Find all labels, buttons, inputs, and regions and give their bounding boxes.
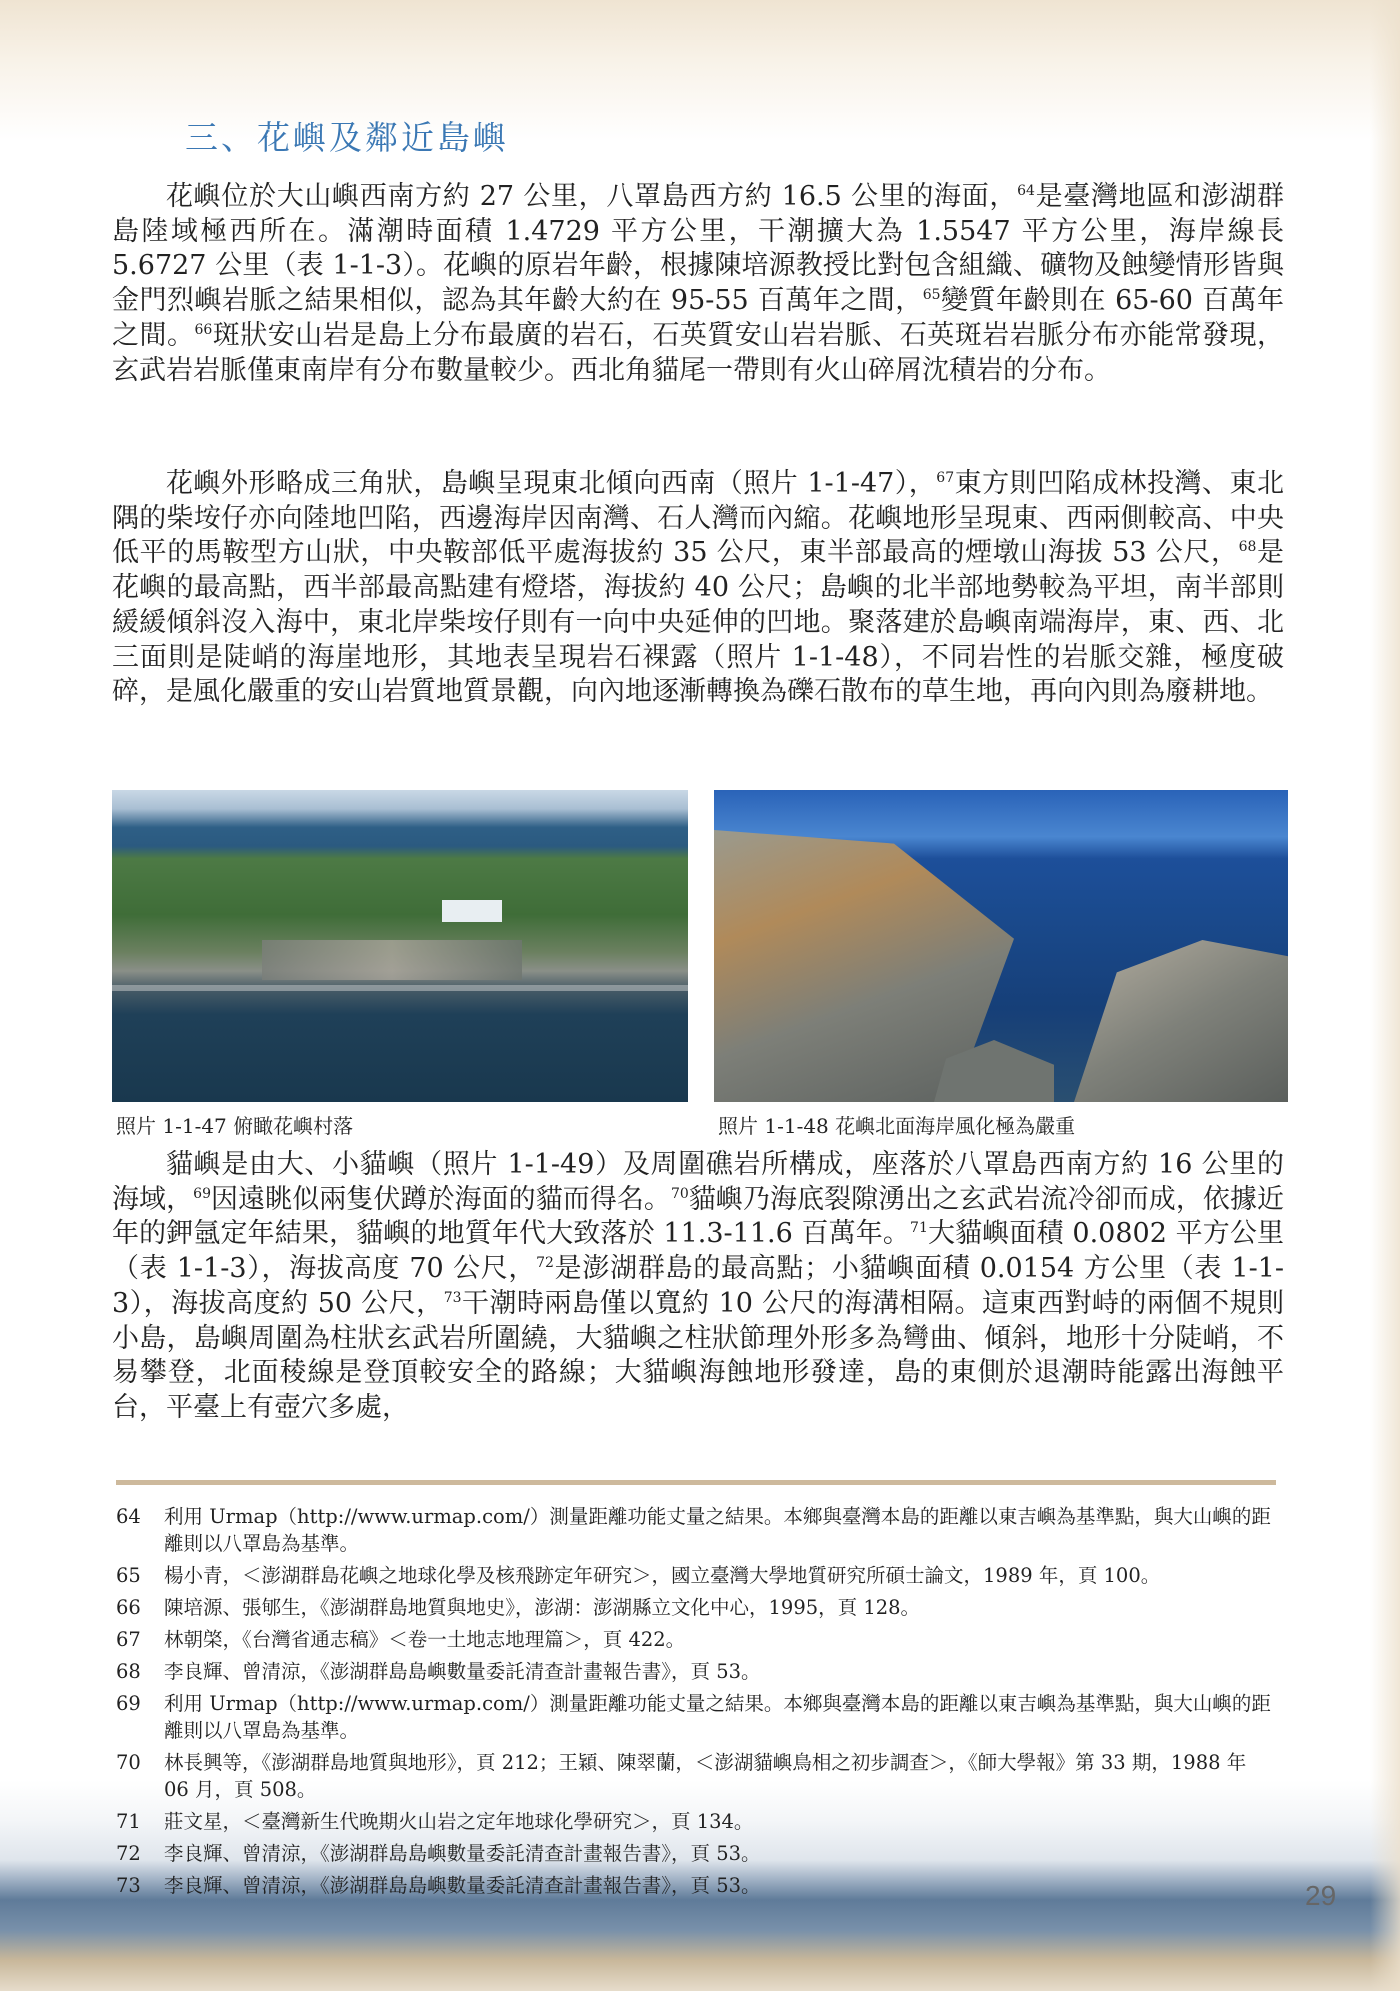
paragraph-huayu-geology (112, 180, 1284, 388)
footnote-ref: 66 (194, 321, 213, 338)
paragraph-text: 斑狀安山岩是島上分布最廣的岩石，石英質安山岩岩脈、石英斑岩岩脈分布亦能常發現，玄武岩岩脈僅東南岸有分布數量較少。西北角貓尾一帶則有火山碎屑沈積岩的分布。 (112, 319, 1285, 386)
footnote-text: 李良輝、曾清涼，《澎湖群島島嶼數量委託清查計畫報告書》，頁 53。 (164, 1842, 761, 1865)
paragraph-text: 東方則凹陷成林投灣、東北隅的柴垵仔亦向陸地凹陷，西邊海岸因南灣、石人灣而內縮。花嶼地形呈現東、西兩側較高、中央低平的馬鞍型方山狀，中央鞍部低平處海拔約 35 公尺，東半部最高的煙墩山海拔 53 公尺， (112, 468, 1284, 569)
photo-caption: 照片 1-1-48 花嶼北面海岸風化極為嚴重 (718, 1114, 1076, 1138)
photo-caption: 照片 1-1-47 俯瞰花嶼村落 (116, 1114, 354, 1138)
footnote (116, 1808, 1276, 1835)
footnote-ref: 68 (1238, 539, 1257, 556)
page-edge-decoration (1370, 0, 1400, 1991)
footnote (116, 1626, 1276, 1653)
paragraph-text: 貓嶼是由大、小貓嶼（照片 1-1-49）及周圍礁岩所構成，座落於八罩島西南方約 16 公里的海域， (112, 1149, 1284, 1215)
footnote (116, 1749, 1276, 1803)
footnote-text: 莊文星，＜臺灣新生代晚期火山岩之定年地球化學研究＞，頁 134。 (164, 1810, 754, 1833)
footnote (116, 1690, 1276, 1744)
footnote (116, 1503, 1276, 1557)
paragraph-text: 大貓嶼面積 0.0802 平方公里（表 1-1-3），海拔高度 70 公尺， (112, 1218, 1284, 1285)
section-title: 三、花嶼及鄰近島嶼 (185, 118, 509, 157)
paragraph-text: 花嶼位於大山嶼西南方約 27 公里，八罩島西方約 16.5 公里的海面， (166, 181, 1018, 212)
footnote-text: 李良輝、曾清涼，《澎湖群島島嶼數量委託清查計畫報告書》，頁 53。 (164, 1874, 761, 1897)
footnote (116, 1840, 1276, 1867)
paragraph-text: 變質年齡則在 65-60 百萬年之間。 (112, 285, 1284, 351)
footnote (116, 1872, 1276, 1899)
page-number: 29 (1305, 1880, 1337, 1911)
footnote-number: 71 (116, 1810, 141, 1833)
footnote-divider (116, 1480, 1276, 1485)
paragraph-text: 因遠眺似兩隻伏蹲於海面的貓而得名。 (211, 1183, 671, 1215)
footnote-ref: 72 (536, 1255, 554, 1272)
paragraph-text: 是花嶼的最高點，西半部最高點建有燈塔，海拔約 40 公尺；島嶼的北半部地勢較為平坦，南半部則緩緩傾斜沒入海中，東北岸柴垵仔則有一向中央延伸的凹地。聚落建於島嶼南端海岸，東、西、北三面則是陡峭的海崖地形，其地表呈現岩石裸露（照片 1-1-48），不同岩性的岩脈交雜，極度破碎，是風化嚴重的安山岩質地質景觀，向內地逐漸轉換為礫石散布的草生地，再向內則為廢耕地。 (112, 537, 1285, 708)
footnote-number: 67 (116, 1628, 141, 1651)
footnote-number: 64 (116, 1505, 141, 1528)
paragraph-huayu-landform (112, 467, 1284, 710)
footnote-ref: 65 (922, 287, 941, 304)
footnote-ref: 73 (443, 1289, 462, 1306)
footnote-text: 林長興等，《澎湖群島地質與地形》，頁 212；王穎、陳翠蘭，＜澎湖貓嶼鳥相之初步調查＞，《師大學報》第 33 期，1988 年 06 月，頁 508。 (164, 1751, 1247, 1801)
footnote-number: 73 (116, 1874, 141, 1897)
paragraph-text: 花嶼外形略成三角狀，島嶼呈現東北傾向西南（照片 1-1-47）， (166, 468, 937, 499)
photo-huayu-village-aerial (112, 790, 688, 1102)
paragraph-maoyu (112, 1148, 1284, 1426)
paragraph-text: 貓嶼乃海底裂隙湧出之玄武岩流冷卻而成，依據近年的鉀氬定年結果，貓嶼的地質年代大致落於 11.3-11.6 百萬年。 (112, 1183, 1285, 1250)
footnote-number: 66 (116, 1596, 141, 1619)
footnote-text: 利用 Urmap（http://www.urmap.com/）測量距離功能丈量之結果。本鄉與臺灣本島的距離以東吉嶼為基準點，與大山嶼的距離則以八罩島為基準。 (164, 1505, 1271, 1555)
footnote-text: 林朝棨，《台灣省通志稿》＜卷一土地志地理篇＞，頁 422。 (164, 1628, 686, 1651)
footnote (116, 1594, 1276, 1621)
footnote-text: 陳培源、張郇生，《澎湖群島地質與地史》，澎湖：澎湖縣立文化中心，1995，頁 128。 (164, 1596, 921, 1619)
footnote-number: 65 (116, 1564, 141, 1587)
footnote (116, 1562, 1276, 1589)
paragraph-text: 是澎湖群島的最高點；小貓嶼面積 0.0154 方公里（表 1-1-3），海拔高度約 50 公尺， (112, 1253, 1284, 1319)
paragraph-text: 干潮時兩島僅以寬約 10 公尺的海溝相隔。這東西對峙的兩個不規則小島，島嶼周圍為柱狀玄武岩所圍繞，大貓嶼之柱狀節理外形多為彎曲、傾斜，地形十分陡峭，不易攀登，北面稜線是登頂較安全的路線；大貓嶼海蝕地形發達，島的東側於退潮時能露出海蝕平台，平臺上有壺穴多處， (112, 1287, 1284, 1423)
photo-huayu-north-coast (714, 790, 1288, 1102)
footnote-ref: 70 (670, 1185, 689, 1202)
footnote-number: 68 (116, 1660, 141, 1683)
footnote-number: 69 (116, 1692, 141, 1715)
paragraph-text: 是臺灣地區和澎湖群島陸域極西所在。滿潮時面積 1.4729 平方公里，干潮擴大為 1.5547 平方公里，海岸線長 5.6727 公里（表 1-1-3）。花嶼的原岩年齡，根據陳培源教授比對包含組織、礦物及蝕變情形皆與金門烈嶼岩脈之結果相似，認為其年齡大約在 95-55 百萬年之間， (112, 181, 1285, 317)
footnote-ref: 67 (936, 470, 955, 486)
footnote-ref: 71 (910, 1220, 928, 1237)
footnote-text: 楊小青，＜澎湖群島花嶼之地球化學及核飛跡定年研究＞，國立臺灣大學地質研究所碩士論文，1989 年，頁 100。 (164, 1564, 1161, 1587)
footnote-text: 利用 Urmap（http://www.urmap.com/）測量距離功能丈量之結果。本鄉與臺灣本島的距離以東吉嶼為基準點，與大山嶼的距離則以八罩島為基準。 (164, 1692, 1271, 1742)
footnote-text: 李良輝、曾清涼，《澎湖群島島嶼數量委託清查計畫報告書》，頁 53。 (164, 1660, 761, 1683)
footnote-number: 72 (116, 1842, 141, 1865)
footnote-number: 70 (116, 1751, 141, 1774)
footnote (116, 1658, 1276, 1685)
footnote-ref: 64 (1017, 183, 1035, 199)
footnote-ref: 69 (193, 1185, 211, 1202)
